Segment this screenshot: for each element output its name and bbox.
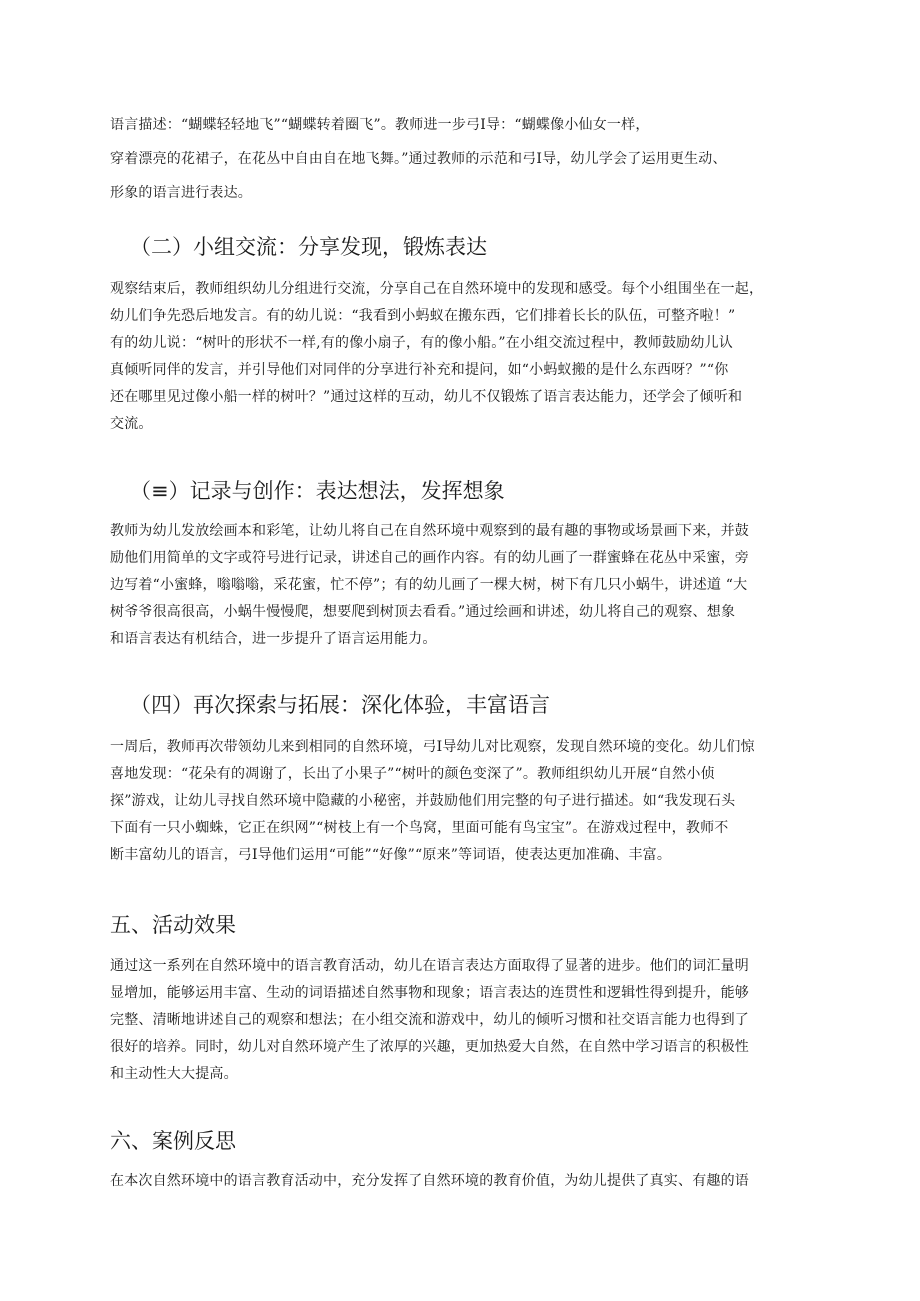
paragraph-line: 很好的培养。同时，幼儿对自然环境产生了浓厚的兴趣，更加热爱大自然，在自然中学习语言的积极性 bbox=[110, 1039, 749, 1055]
paragraph-line: 下面有一只小蜘蛛，它正在织网”“树枝上有一个鸟窝，里面可能有鸟宝宝”。在游戏过程中，教师不 bbox=[110, 820, 729, 836]
paragraph-line: 通过这一系列在自然环境中的语言教育活动，幼儿在语言表达方面取得了显著的进步。他们的词汇量明 bbox=[110, 958, 749, 974]
paragraph-line: 有的幼儿说：“树叶的形状不一样,有的像小扇子，有的像小船。”在小组交流过程中，教师鼓励幼儿认 bbox=[110, 335, 733, 351]
paragraph-line: 真倾听同伴的发言，并引导他们对同伴的分享进行补充和提问，如“小蚂蚁搬的是什么东西呀？”“你 bbox=[110, 362, 729, 378]
paragraph-line: 在本次自然环境中的语言教育活动中，充分发挥了自然环境的教育价值，为幼儿提供了真实、有趣的语 bbox=[110, 1173, 749, 1189]
paragraph-line: 完整、清晰地讲述自己的观察和想法；在小组交流和游戏中，幼儿的倾听习惯和社交语言能力也得到了 bbox=[110, 1012, 749, 1028]
paragraph-line: 观察结束后，教师组织幼儿分组进行交流，分享自己在自然环境中的发现和感受。每个小组围坐在一起， bbox=[110, 281, 764, 297]
paragraph-line: 语言描述：“蝴蝶轻轻地飞”“蝴蝶转着圈飞”。教师进一步弓I导：“蝴蝶像小仙女一样， bbox=[110, 117, 650, 133]
section-2-paragraph bbox=[110, 276, 810, 438]
paragraph-line: 断丰富幼儿的语言，弓I导他们运用“可能”“好像”“原来”等词语，使表达更加准确、丰富。 bbox=[110, 847, 672, 863]
intro-paragraph bbox=[110, 108, 810, 210]
paragraph-line: 形象的语言进行表达。 bbox=[110, 185, 252, 201]
paragraph-line: 幼儿们争先恐后地发言。有的幼儿说：“我看到小蚂蚁在搬东西，它们排着长长的队伍，可整齐啦！” bbox=[110, 308, 736, 324]
section-heading-3: （≡）记录与创作：表达想法，发挥想象 bbox=[130, 479, 505, 503]
paragraph-line: 穿着漂亮的花裙子，在花丛中自由自在地飞舞。”通过教师的示范和弓I导，幼儿学会了运用更生动、 bbox=[110, 151, 727, 167]
paragraph-line: 励他们用简单的文字或符号进行记录，讲述自己的画作内容。有的幼儿画了一群蜜蜂在花丛中采蜜，旁 bbox=[110, 550, 749, 566]
section-5-paragraph bbox=[110, 953, 810, 1088]
paragraph-line: 显增加，能够运用丰富、生动的词语描述自然事物和现象；语言表达的连贯性和逻辑性得到提升，能够 bbox=[110, 985, 749, 1001]
paragraph-line: 探”游戏，让幼儿寻找自然环境中隐藏的小秘密，并鼓励他们用完整的句子进行描述。如“我发现石头 bbox=[110, 793, 736, 809]
paragraph-line: 还在哪里见过像小船一样的树叶？”通过这样的互动，幼儿不仅锻炼了语言表达能力，还学会了倾听和 bbox=[110, 389, 743, 405]
paragraph-line: 边写着“小蜜蜂，嗡嗡嗡，采花蜜，忙不停”；有的幼儿画了一棵大树，树下有几只小蜗牛，讲述道 “大 bbox=[110, 577, 748, 593]
paragraph-line: 教师为幼儿发放绘画本和彩笔，让幼儿将自己在自然环境中观察到的最有趣的事物或场景画下来，并鼓 bbox=[110, 523, 749, 539]
paragraph-line: 喜地发现：“花朵有的凋谢了，长出了小果子”“树叶的颜色变深了”。教师组织幼儿开展“自然小侦 bbox=[110, 766, 715, 782]
paragraph-line: 和语言表达有机结合，进一步提升了语言运用能力。 bbox=[110, 631, 437, 647]
paragraph-line: 树爷爷很高很高，小蜗牛慢慢爬，想要爬到树顶去看看。”通过绘画和讲述，幼儿将自己的观察、想象 bbox=[110, 604, 736, 620]
section-heading-4: （四）再次探索与拓展：深化体验，丰富语言 bbox=[130, 693, 550, 717]
paragraph-line: 和主动性大大提高。 bbox=[110, 1066, 238, 1082]
section-heading-2: （二）小组交流：分享发现，锻炼表达 bbox=[130, 235, 487, 259]
section-4-paragraph bbox=[110, 734, 810, 869]
section-heading-5: 五、活动效果 bbox=[110, 913, 236, 937]
section-3-paragraph bbox=[110, 518, 810, 653]
paragraph-line: 一周后，教师再次带领幼儿来到相同的自然环境，弓I导幼儿对比观察，发现自然环境的变化。幼儿们惊 bbox=[110, 739, 755, 755]
paragraph-line: 交流。 bbox=[110, 416, 153, 432]
section-6-paragraph bbox=[110, 1168, 810, 1195]
section-heading-6: 六、案例反思 bbox=[110, 1129, 236, 1153]
